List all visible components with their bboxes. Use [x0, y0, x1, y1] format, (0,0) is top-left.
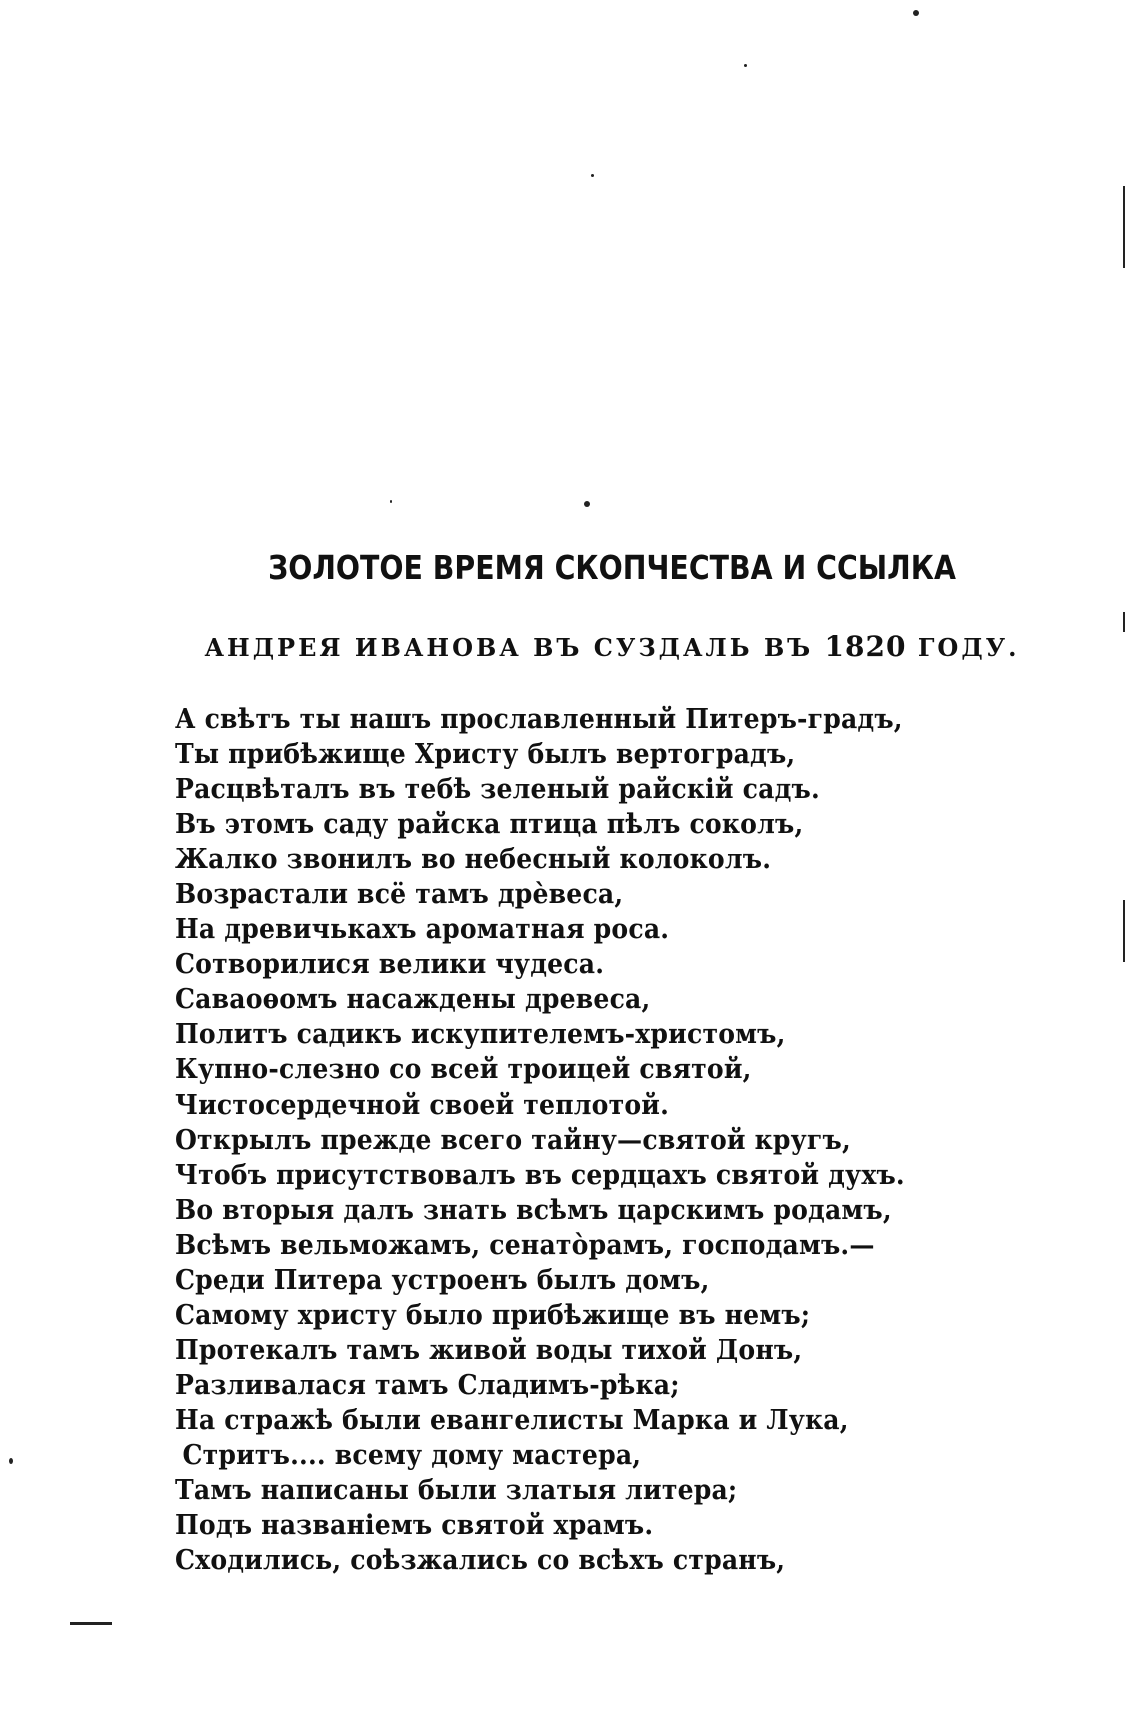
poem-line: Возрастали всё тамъ дрѐвеса,	[175, 879, 624, 911]
poem-line: Чтобъ присутствовалъ въ сердцахъ святой духъ.	[175, 1159, 905, 1191]
poem-line: Подъ названіемъ святой храмъ.	[175, 1510, 654, 1542]
poem-line: Всѣмъ вельможамъ, сенатòрамъ, господамъ.—	[175, 1229, 875, 1261]
scan-edge-line	[1123, 186, 1125, 268]
subtitle-text: АНДРЕЯ ИВАНОВА ВЪ СУЗДАЛЬ ВЪ	[204, 633, 814, 662]
scan-speck	[390, 500, 392, 503]
subtitle-end: ГОДУ.	[917, 633, 1020, 662]
poem-line: Стритъ.... всему дому мастера,	[182, 1439, 642, 1471]
poem-line: Политъ садикъ искупителемъ-христомъ,	[175, 1019, 786, 1051]
poem-line: Сходились, соѣзжались со всѣхъ странъ,	[175, 1545, 786, 1577]
scan-edge-line	[1123, 612, 1125, 632]
poem-line: На стражѣ были евангелисты Марка и Лука,	[175, 1404, 849, 1436]
scan-speck	[591, 174, 594, 177]
poem-line: Въ этомъ саду райска птица пѣлъ соколъ,	[175, 809, 804, 841]
scan-speck	[584, 501, 590, 507]
poem-line: Самому христу было прибѣжище въ немъ;	[175, 1299, 811, 1331]
poem-line: Открылъ прежде всего тайну—святой кругъ,	[175, 1124, 851, 1156]
poem-line: А свѣтъ ты нашъ прославленный Питеръ-градъ,	[175, 704, 903, 735]
poem-line: Среди Питера устроенъ былъ домъ,	[175, 1264, 710, 1296]
page-title: ЗОЛОТОЕ ВРЕМЯ СКОПЧЕСТВА И ССЫЛКА	[268, 548, 956, 587]
scan-edge-line	[70, 1622, 112, 1625]
poem-line: Чистосердечной своей теплотой.	[175, 1089, 670, 1121]
page-subtitle	[0, 630, 1140, 663]
poem-line: Тамъ написаны были златыя литера;	[175, 1475, 738, 1507]
poem-line: Разливалася тамъ Сладимъ-рѣка;	[175, 1369, 680, 1401]
poem-line: Сотворилися велики чудеса.	[175, 949, 605, 981]
poem-line: Саваоѳомъ насаждены древеса,	[175, 984, 651, 1016]
scan-edge-line	[1123, 900, 1125, 962]
scan-speck	[744, 64, 747, 67]
subtitle-year: 1820	[824, 630, 907, 663]
poem-line: Расцвѣталъ въ тебѣ зеленый райскій садъ.	[175, 774, 820, 806]
poem-line: Ты прибѣжище Христу былъ вертоградъ,	[175, 739, 796, 771]
poem-line: На древичькахъ ароматная роса.	[175, 914, 670, 946]
poem-body	[175, 702, 975, 1578]
poem-line: Купно-слезно со всей троицей святой,	[175, 1054, 752, 1086]
scan-speck	[913, 10, 919, 16]
poem-line: Во вторыя далъ знать всѣмъ царскимъ родамъ,	[175, 1194, 892, 1226]
poem-line: Жалко звонилъ во небесный колоколъ.	[175, 844, 772, 876]
scan-speck	[9, 1458, 13, 1464]
poem-line: Протекалъ тамъ живой воды тихой Донъ,	[175, 1334, 803, 1366]
